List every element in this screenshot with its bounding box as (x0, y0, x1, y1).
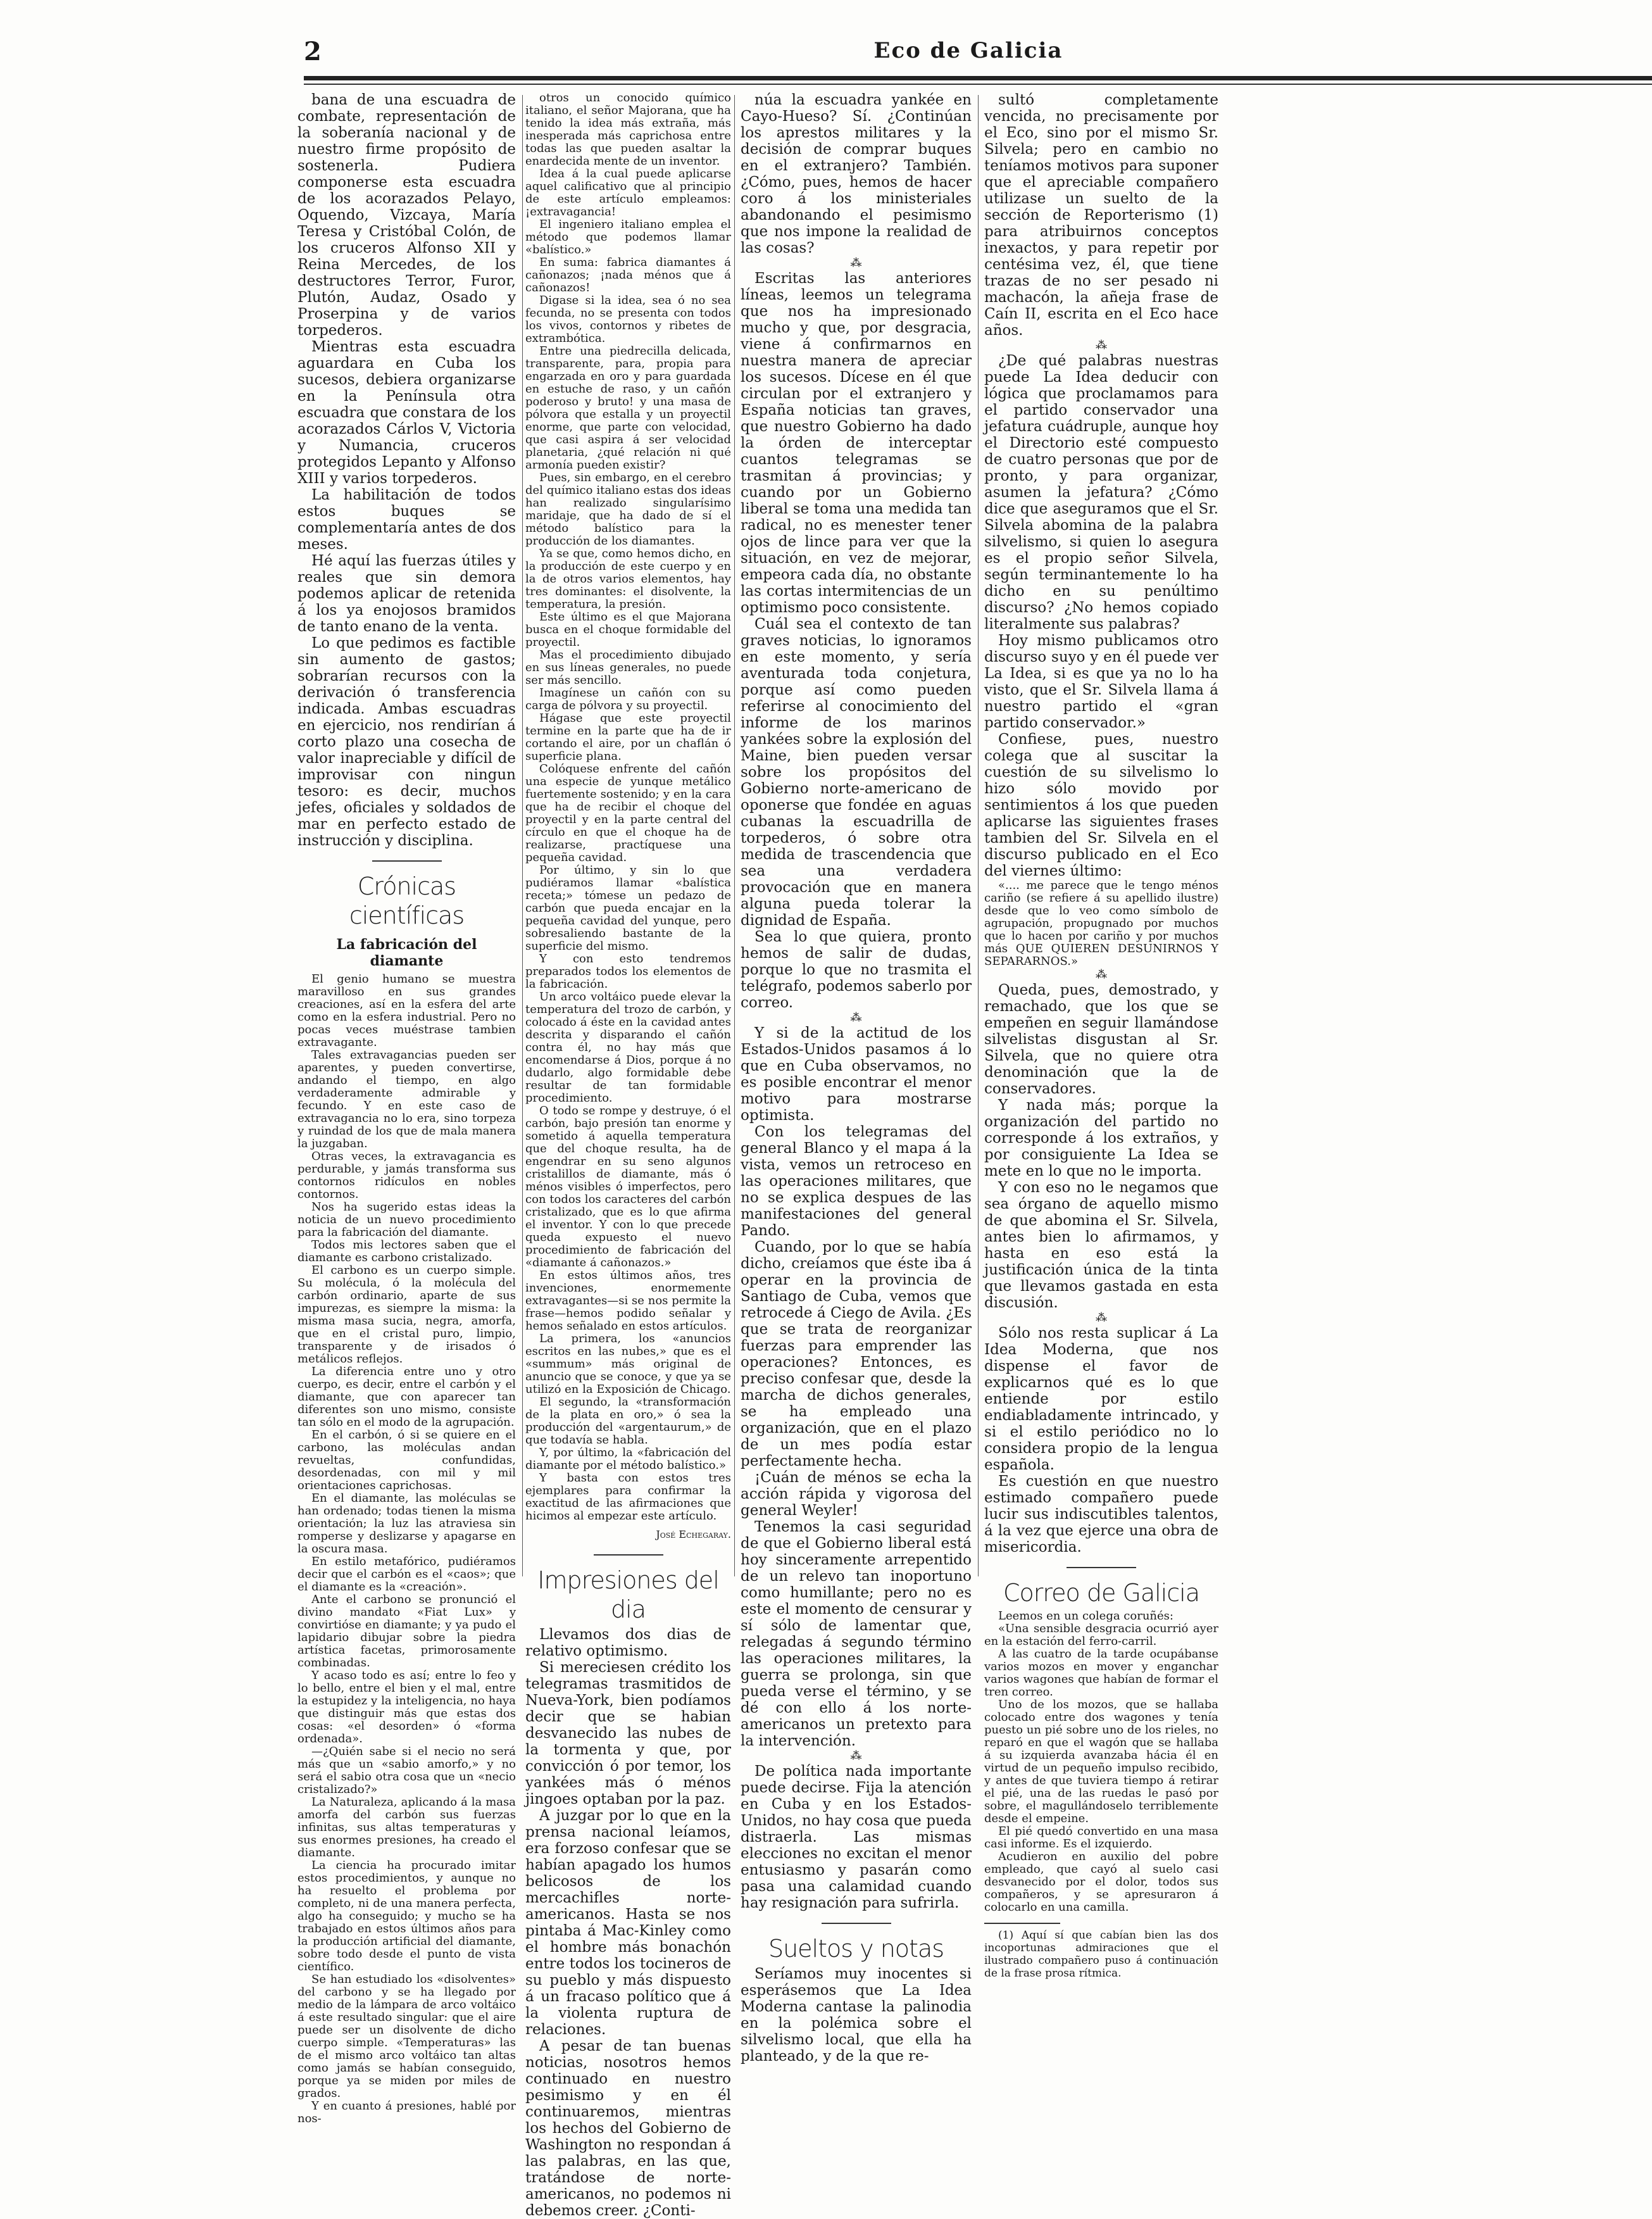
article-paragraph: Lo que pedimos es factible sin aumento de gastos; sobrarían recursos con la derivación ó transferencia indicada. Ambas escuadras en ejercicio, nos rendirían á corto plazo una cosecha de valor inapreciable y difícil de improvisar con ningun tesoro: es decir, muchos jefes, oficiales y soldados de mar en perfecto estado de instrucción y disciplina. (297, 635, 516, 849)
article-paragraph: Queda, pues, demostrado, y remachado, que los que se empeñen en seguir llamándose silvelistas disgustan al Sr. Silvela, que no quiere otra denominación que la de conservadores. (984, 982, 1218, 1097)
section-title-correo: Correo de Galicia (1003, 1579, 1200, 1607)
article-paragraph: Todos mis lectores saben que el diamante es carbono cristalizado. (297, 1238, 516, 1264)
article-paragraph: —¿Quién sabe si el necio no será más que un «sabio amorfo,» y no será el sabio otra cosa que un «necio cristalizado?» (297, 1745, 516, 1796)
column-2 (525, 91, 731, 2219)
article-paragraph: De política nada importante puede decirse. Fija la atención en Cuba y en los Estados-Unidos, no hay cosa que pueda distraerla. Las mismas elecciones no excitan el menor entusiasmo y pasarán como pasa una calamidad cuando hay resignación para sufrirla. (741, 1763, 972, 1911)
column-3 (741, 92, 972, 2065)
article-paragraph: Digase si la idea, sea ó no sea fecunda, no se presenta con todos los vivos, contornos y ribetes de extrambótica. (525, 294, 731, 345)
article-paragraph: El carbono es un cuerpo simple. Su molécula, ó la molécula del carbón ordinario, aparte de sus impurezas, es siempre la misma: la misma masa sucia, negra, amorfa, que en el cristal puro, limpio, transparente y de irisados ó metálicos reflejos. (297, 1264, 516, 1366)
footnote: (1) Aquí sí que cabían bien las dos incoportunas admiraciones que el ilustrado compañero puso á continuación de la frase prosa rítmica. (984, 1929, 1218, 1980)
asterism-separator: ⁂ (1096, 339, 1107, 352)
quoted-passage: «.... me parece que le tengo ménos cariño (se refiere á su apellido ilustre) desde que lo veo como símbolo de agrupación, propugnado por muchos que lo hacen por cariño y por muchos más QUE QUIEREN DESUNIRNOS Y SEPARARNOS.» (984, 879, 1218, 968)
article-paragraph: Cuando, por lo que se había dicho, creíamos que éste iba á operar en la provincia de Santiago de Cuba, vemos que retrocede á Ciego de Avila. ¿Es que se trata de reorganizar fuerzas para emprender las operaciones? Entonces, es preciso confesar que, desde la marcha de dichos generales, se ha empleado una organización, que en el plazo de un mes podía estar perfectamente hecha. (741, 1239, 972, 1469)
section-divider (594, 1554, 663, 1556)
article-paragraph: El pié quedó convertido en una masa casi informe. Es el izquierdo. (984, 1825, 1218, 1851)
article-paragraph: Imagínese un cañón con su carga de pólvora y su proyectil. (525, 686, 731, 712)
article-paragraph: Tales extravagancias pueden ser aparentes, y pueden convertirse, andando el tiempo, en algo verdaderamente admirable y fecundo. Y en este caso de extravagancia no lo era, sino torpeza y ruindad de los que de mala manera la juzgaban. (297, 1048, 516, 1150)
article-paragraph: Hoy mismo publicamos otro discurso suyo y en él puede ver La Idea, si es que ya no lo ha visto, que el Sr. Silvela llama á nuestro partido el «gran partido conservador.» (984, 632, 1218, 731)
article-paragraph: La Naturaleza, aplicando á la masa amorfa del carbón sus fuerzas infinitas, sus altas temperaturas y sus enormes presiones, ha creado el diamante. (297, 1795, 516, 1859)
asterism-separator: ⁂ (850, 256, 862, 270)
article-paragraph: Mientras esta escuadra aguardara en Cuba los sucesos, debiera organizarse en la Península otra escuadra que constara de los acorazados Cárlos V, Victoria y Numancia, cruceros protegidos Lepanto y Alfonso XIII y varios torpederos. (297, 339, 516, 487)
asterism-separator: ⁂ (1096, 968, 1107, 981)
article-paragraph: La habilitación de todos estos buques se complementaría antes de dos meses. (297, 487, 516, 553)
article-paragraph: «Una sensible desgracia ocurrió ayer en la estación del ferro-carril. (984, 1622, 1218, 1648)
article-paragraph: A las cuatro de la tarde ocupábanse varios mozos en mover y enganchar varios wagones que habían de formar el tren correo. (984, 1647, 1218, 1699)
page-header (304, 37, 1652, 87)
article-paragraph: Y nada más; porque la organización del partido no corresponde á los extraños, y por consiguiente La Idea se mete en lo que no le importa. (984, 1097, 1218, 1179)
article-paragraph: Uno de los mozos, que se hallaba colocado entre dos wagones y tenía puesto un pié sobre uno de los rieles, no reparó en que el wagón que se hallaba á su izquierda avanzaba hácia él en virtud de un pequeño impulso recibido, y antes de que tuviera tiempo á retirar el pié, una de las ruedas le pasó por sobre, el magullándoselo terriblemente desde el empeine. (984, 1698, 1218, 1825)
article-paragraph: Se han estudiado los «disolventes» del carbono y se ha llegado por medio de la lámpara de arco voltáico á este resultado singular: que el aire puede ser un disolvente de dicho cuerpo simple. «Temperaturas» las de el mismo arco voltáico tan altas como jamás se habían conseguido, porque ya se miden por miles de grados. (297, 1973, 516, 2100)
article-paragraph: En estilo metafórico, pudiéramos decir que el carbón es el «caos»; que el diamante es la «creación». (297, 1555, 516, 1594)
article-paragraph: Es cuestión en que nuestro estimado compañero puede lucir sus indiscutibles talentos, á la vez que ejerce una obra de misericordia. (984, 1473, 1218, 1556)
article-paragraph: El genio humano se muestra maravilloso en sus grandes creaciones, así en la esfera del arte como en la esfera industrial. Pero no pocas veces muéstrase tambien extravagante. (297, 972, 516, 1049)
article-paragraph: Llevamos dos dias de relativo optimismo. (525, 1626, 731, 1659)
column-divider (734, 95, 735, 1576)
column-divider (978, 95, 979, 1576)
article-paragraph: sultó completamente vencida, no precisamente por el Eco, sino por el mismo Sr. Silvela; pero en cambio no teníamos motivos para suponer que el apreciable compañero utilizase un suelto de la sección de Reporterismo (1) para atribuirnos conceptos inexactos, y para repetir por centésima vez, él, que tiene trazas de no ser pesado ni machacón, la añeja frase de Caín II, escrita en el Eco hace años. (984, 92, 1218, 339)
header-rule-thin (304, 84, 1652, 85)
article-paragraph: Acudieron en auxilio del pobre empleado, que cayó al suelo casi desvanecido por el dolor, todos sus compañeros, y se apresuraron á colocarlo en una camilla. (984, 1850, 1218, 1914)
asterism-separator: ⁂ (1096, 1311, 1107, 1324)
article-paragraph: Y si de la actitud de los Estados-Unidos pasamos á lo que en Cuba observamos, no es posible encontrar el menor motivo para mostrarse optimista. (741, 1025, 972, 1124)
article-paragraph: núa la escuadra yankée en Cayo-Hueso? Sí. ¿Continúan los aprestos militares y la decisión de comprar buques en el extranjero? También. ¿Cómo, pues, hemos de hacer coro á los ministeriales abandonando el pesimismo que nos impone la realidad de las cosas? (741, 92, 972, 256)
section-divider (1067, 1567, 1136, 1568)
header-rule (304, 76, 1652, 80)
article-paragraph: O todo se rompe y destruye, ó el carbón, bajo presión tan enorme y sometido á aquella temperatura que del choque resulta, ha de engendrar en su seno algunos cristalillos de diamante, más ó ménos visibles ó imperfectos, pero con todos los caracteres del carbón cristalizado, que es lo que afirma el inventor. Y con lo que precede queda expuesto el nuevo procedimiento de fabricación del «diamante á cañonazos.» (525, 1104, 731, 1269)
article-paragraph: Cuál sea el contexto de tan graves noticias, lo ignoramos en este momento, y sería aventurada toda conjetura, porque así como pueden referirse al conocimiento del informe de los marinos yankées sobre la explosión del Maine, bien pueden versar sobre los propósitos del Gobierno norte-americano de oponerse que fondée en aguas cubanas la escuadrilla de torpederos, ó sobre otra medida de trascendencia que sea una verdadera provocación que en manera alguna pueda tolerar la dignidad de España. (741, 616, 972, 929)
article-paragraph: Ya se que, como hemos dicho, en la producción de este cuerpo y en la de otros varios elementos, hay tres dominantes: el disolvente, la temperatura, la presión. (525, 547, 731, 611)
article-paragraph: Y basta con estos tres ejemplares para confirmar la exactitud de las afirmaciones que hicimos al empezar este artículo. (525, 1471, 731, 1523)
section-divider (372, 860, 442, 862)
article-subheading: La fabricación del diamante (336, 936, 477, 969)
article-paragraph: Idea á la cual puede aplicarse aquel calificativo que al principio de este artículo empleamos: ¡extravagancia! (525, 167, 731, 218)
article-paragraph: Escritas las anteriores líneas, leemos un telegrama que nos ha impresionado mucho y que, por desgracia, viene á confirmarnos en nuestra manera de apreciar los sucesos. Dícese en él que circulan por el extranjero y España noticias tan graves, que nuestro Gobierno ha dado la órden de interceptar cuantos telegramas se trasmitan á provincias; y cuando por un Gobierno liberal se toma una medida tan radical, no es menester tener ojos de lince para ver que la situación, en vez de mejorar, empeora cada día, no obstante las cortas intermitencias de un optimismo poco consistente. (741, 270, 972, 616)
article-paragraph: Un arco voltáico puede elevar la temperatura del trozo de carbón, y colocado á éste en la cavidad antes descrita y disparando el cañón contra él, no hay más que encomendarse á Dios, porque á no dudarlo, algo formidable debe resultar de tan formidable procedimiento. (525, 990, 731, 1105)
article-paragraph: A juzgar por lo que en la prensa nacional leíamos, era forzoso confesar que se habían apagado los humos belicosos de los mercachifles norte-americanos. Hasta se nos pintaba á Mac-Kinley como el hombre más bonachón entre todos los tocineros de su pueblo y más dispuesto á un fracaso político que á la violenta ruptura de relaciones. (525, 1807, 731, 2038)
section-title-sueltos: Sueltos y notas (768, 1935, 944, 1963)
article-paragraph: La ciencia ha procurado imitar estos procedimientos, y aunque no ha resuelto el problema por completo, ni de una manera perfecta, algo ha conseguido; y mucho se ha trabajado en estos últimos años para la producción artificial del diamante, sobre todo desde el punto de vista científico. (297, 1859, 516, 1973)
article-paragraph: Ante el carbono se pronunció el divino mandato «Fiat Lux» y convirtióse en diamante; y ya pudo el lapidario dibujar sobre la piedra artística facetas, primorosamente combinadas. (297, 1593, 516, 1669)
article-paragraph: Leemos en un colega coruñés: (998, 1609, 1173, 1623)
article-paragraph: En suma: fabrica diamantes á cañonazos; ¡nada ménos que á cañonazos! (525, 256, 731, 294)
article-paragraph: Si mereciesen crédito los telegramas trasmitidos de Nueva-York, bien podíamos decir que se habian desvanecido las nubes de la tormenta y que, por convicción ó por temor, los yankées más ó ménos jingoes optaban por la paz. (525, 1659, 731, 1807)
article-paragraph: otros un conocido químico italiano, el señor Majorana, que ha tenido la idea más extraña, más inesperada más caprichosa entre todas las que pueden asaltar la enardecida mente de un inventor. (525, 91, 731, 168)
article-paragraph: Y con esto tendremos preparados todos los elementos de la fabricación. (525, 952, 731, 991)
column-divider (522, 95, 523, 1576)
article-paragraph: Seríamos muy inocentes si esperásemos que La Idea Moderna cantase la palinodia en la polémica sobre el silvelismo local, que ella ha planteado, y de la que re- (741, 1966, 972, 2065)
masthead-title: Eco de Galicia (873, 38, 1063, 63)
article-paragraph: Y con eso no le negamos que sea órgano de aquello mismo de que abomina el Sr. Silvela, antes bien lo afirmamos, y hasta en eso está la justificación única de la tinta que llevamos gastada en esta discusión. (984, 1179, 1218, 1311)
article-paragraph: ¡Cuán de ménos se echa la acción rápida y vigorosa del general Weyler! (741, 1469, 972, 1519)
article-paragraph: Sea lo que quiera, pronto hemos de salir de dudas, porque lo que no trasmita el telégrafo, podemos saberlo por correo. (741, 929, 972, 1011)
article-paragraph: Confiese, pues, nuestro colega que al suscitar la cuestión de su silvelismo lo hizo sólo movido por sentimientos á los que pueden aplicarse las siguientes frases tambien del Sr. Silvela en el discurso publicado en el Eco del viernes último: (984, 731, 1218, 879)
article-paragraph: Y, por último, la «fabricación del diamante por el método balístico.» (525, 1446, 731, 1472)
asterism-separator: ⁂ (850, 1011, 862, 1024)
asterism-separator: ⁂ (850, 1749, 862, 1763)
article-paragraph: Tenemos la casi seguridad de que el Gobierno liberal está hoy sinceramente arrepentido de un relevo tan inoportuno como humillante; pero no es este el momento de censurar y sí sólo de lamentar que, relegadas á segundo término las operaciones militares, la guerra se prolonga, sin que pueda verse el término, y se dé con ello á los norte-americanos un pretexto para la intervención. (741, 1519, 972, 1749)
article-paragraph: bana de una escuadra de combate, representación de la soberanía nacional y de nuestro firme propósito de sostenerla. Pudiera componerse esta escuadra de los acorazados Pelayo, Oquendo, Vizcaya, María Teresa y Cristóbal Colón, de los cruceros Alfonso XII y Reina Mercedes, de los destructores Terror, Furor, Plutón, Audaz, Osado y Proserpina y de varios torpederos. (297, 92, 516, 339)
article-paragraph: Y acaso todo es así; entre lo feo y lo bello, entre el bien y el mal, entre la estupidez y la inteligencia, no haya que distinguir más que estas dos cosas: «el desorden» ó «forma ordenada». (297, 1669, 516, 1745)
article-signature: José Echegaray. (656, 1528, 731, 1540)
article-paragraph: Colóquese enfrente del cañón una especie de yunque metálico fuertemente sostenido; y en la cara que ha de recibir el choque del proyectil y en la parte central del círculo en que el choque ha de realizarse, practíquese una pequeña cavidad. (525, 762, 731, 864)
article-paragraph: El ingeniero italiano emplea el método que podemos llamar «balístico.» (525, 218, 731, 256)
article-paragraph: Entre una piedrecilla delicada, transparente, para, propia para engarzada en oro y para guardada en estuche de raso, y un cañón poderoso y bruto! y una masa de pólvora que estalla y un proyectil enorme, que parte con velocidad, que casi aspira á ser velocidad planetaria, ¿qué relación ni qué armonía pueden existir? (525, 344, 731, 472)
column-1 (297, 92, 516, 2125)
article-paragraph: Con los telegramas del general Blanco y el mapa á la vista, vemos un retroceso en las operaciones militares, que no se explica despues de las manifestaciones del general Pando. (741, 1124, 972, 1239)
article-paragraph: La diferencia entre uno y otro cuerpo, es decir, entre el carbón y el diamante, que con aparecer tan diferentes son uno mismo, consiste tan sólo en el modo de la agrupación. (297, 1365, 516, 1429)
footnote-divider (984, 1923, 1060, 1924)
article-paragraph: Pues, sin embargo, en el cerebro del químico italiano estas dos ideas han realizado singularísimo maridaje, que ha dado de sí el método balístico para la producción de los diamantes. (525, 471, 731, 548)
page-number: 2 (304, 37, 322, 66)
article-paragraph: Hé aquí las fuerzas útiles y reales que sin demora podemos aplicar de retenida á los ya enojosos bramidos de tanto enano de la venta. (297, 553, 516, 635)
article-paragraph: ¿De qué palabras nuestras puede La Idea deducir con lógica que proclamamos para el partido conservador una jefatura cuádruple, aunque hoy el Directorio esté compuesto de cuatro personas que por de pronto, y para organizar, asumen la jefatura? ¿Cómo dice que aseguramos que el Sr. Silvela abomina de la palabra silvelismo, si quien lo asegura es el propio señor Silvela, según terminantemente lo ha dicho en su penúltimo discurso? ¿No hemos copiado literalmente sus palabras? (984, 353, 1218, 632)
article-paragraph: Otras veces, la extravagancia es perdurable, y jamás transforma sus contornos ridículos en nobles contornos. (297, 1150, 516, 1201)
article-paragraph: A pesar de tan buenas noticias, nosotros hemos continuado en nuestro pesimismo y en él continuaremos, mientras los hechos del Gobierno de Washington no respondan á las palabras, en las que, tratándose de norte-americanos, no podemos ni debemos creer. ¿Conti- (525, 2038, 731, 2219)
column-4 (984, 92, 1218, 2054)
article-paragraph: Sólo nos resta suplicar á La Idea Moderna, que nos dispense el favor de explicarnos qué es lo que entiende por estilo endiabladamente intrincado, y si el estilo periódico no lo considera propio de la lengua española. (984, 1325, 1218, 1473)
article-paragraph: Por último, y sin lo que pudiéramos llamar «balística receta;» tómese un pedazo de carbón que pueda encajar en la pequeña cavidad del yunque, pero sobresaliendo bastante de la superficie del mismo. (525, 864, 731, 953)
article-paragraph: Y en cuanto á presiones, hablé por nos- (297, 2099, 516, 2125)
article-paragraph: La primera, los «anuncios escritos en las nubes,» que es el «summum» más original de anuncio que se conoce, y que ya se utilizó en la Exposición de Chicago. (525, 1332, 731, 1396)
article-paragraph: Hágase que este proyectil termine en la parte que ha de ir cortando el aire, por un chaflán ó superficie plana. (525, 712, 731, 763)
article-paragraph: En el carbón, ó si se quiere en el carbono, las moléculas andan revueltas, confundidas, desordenadas, con mil y mil orientaciones caprichosas. (297, 1428, 516, 1492)
article-paragraph: Nos ha sugerido estas ideas la noticia de un nuevo procedimiento para la fabricación del diamante. (297, 1200, 516, 1239)
article-paragraph: El segundo, la «transformación de la plata en oro,» ó sea la producción del «argentaurum,» de que todavía se habla. (525, 1395, 731, 1447)
article-paragraph: En el diamante, las moléculas se han ordenado; todas tienen la misma orientación; la luz las atraviesa sin romperse y deslizarse y apagarse en la oscura masa. (297, 1492, 516, 1556)
article-paragraph: Este último es el que Majorana busca en el choque formidable del proyectil. (525, 610, 731, 649)
section-title-impresiones: Impresiones del dia (537, 1566, 719, 1623)
article-paragraph: Mas el procedimiento dibujado en sus líneas generales, no puede ser más sencillo. (525, 648, 731, 687)
section-divider (822, 1923, 891, 1924)
section-title-cronicas: Crónicas científicas (349, 872, 465, 929)
article-paragraph: En estos últimos años, tres invenciones, enormemente extravagantes—si se nos permite la frase—hemos podido señalar y hemos señalado en estos artículos. (525, 1269, 731, 1333)
